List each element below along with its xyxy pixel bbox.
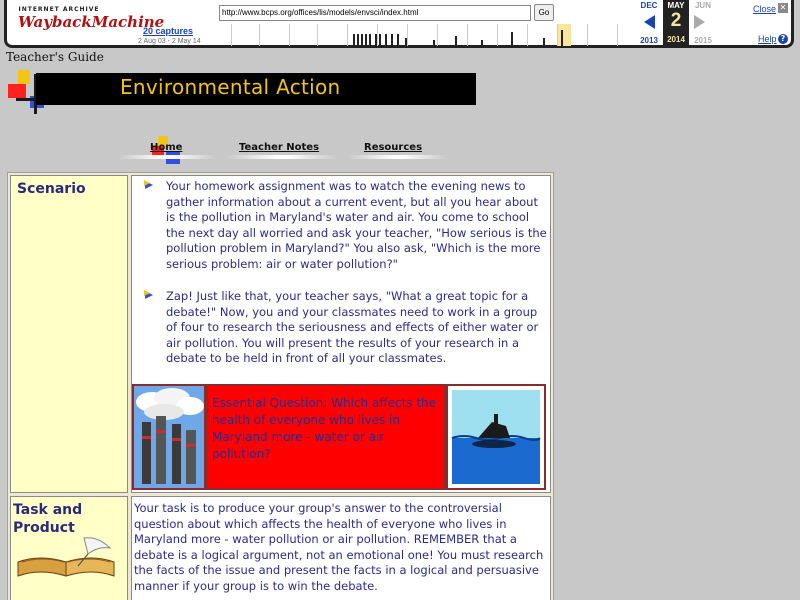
wayback-current-date: [663, 0, 689, 46]
scenario-label-cell: [10, 175, 128, 493]
wayback-logo[interactable]: [18, 6, 165, 40]
wayback-current-year: 2014: [667, 35, 685, 44]
next-capture-arrow-icon: [694, 15, 705, 29]
sparkline-grid-line: [467, 24, 468, 46]
teachers-guide-label: Teacher's Guide: [6, 50, 104, 64]
wayback-captures-link[interactable]: 20 captures: [143, 26, 194, 36]
task-title: Task and Product: [13, 502, 83, 536]
sparkline-capture-tick: [361, 34, 363, 46]
wayback-next-year: 2015: [694, 36, 712, 45]
sparkline-grid-line: [617, 24, 618, 46]
sparkline-capture-tick: [561, 30, 563, 46]
wayback-capture-sparkline[interactable]: [219, 24, 631, 46]
sparkline-grid-line: [231, 24, 232, 46]
wayback-date-range: 2 Aug 03 - 2 May 14: [138, 38, 201, 45]
nav-resources-underline: [348, 155, 448, 159]
sparkline-capture-tick: [455, 36, 457, 46]
sparkline-capture-tick: [511, 32, 513, 46]
nav-home-link[interactable]: Home: [150, 142, 183, 153]
essential-question-text: Essential Question: Which affects the health of everyone who lives in Maryland more - water or air pollution?: [212, 396, 437, 461]
sparkline-grid-line: [437, 24, 438, 46]
water-pollution-image: [446, 384, 546, 490]
scenario-title: Scenario: [17, 181, 86, 197]
wayback-next-month: JUN: [694, 1, 711, 10]
nav-home-underline: [118, 155, 216, 159]
smokestack-icon: [134, 386, 204, 488]
sparkline-capture-tick: [369, 34, 371, 46]
nav-teacher-notes-link[interactable]: Teacher Notes: [239, 142, 320, 153]
sparkline-current-highlight: [557, 24, 571, 46]
wayback-logo-main: WaybackMachine: [18, 13, 165, 31]
sparkline-capture-tick: [433, 40, 435, 46]
sparkline-grid-line: [557, 24, 558, 46]
sparkline-capture-tick: [391, 34, 393, 46]
sparkline-capture-tick: [379, 34, 381, 46]
wayback-current-month: MAY: [667, 1, 685, 10]
nav-resources-link[interactable]: Resources: [364, 142, 423, 153]
essential-question-box: [206, 384, 446, 490]
sparkline-grid-line: [587, 24, 588, 46]
bullet-arrow-icon: [143, 289, 155, 301]
sinking-ship-icon: [448, 386, 544, 488]
sparkline-grid-line: [497, 24, 498, 46]
task-paragraph: Your task is to produce your group's answer to the controversial question about which affects the health of everyone who lives in Maryland more - water pollution or air pollution. REMEMBER that a debate is a logical argument, not an emotional one! You must research the facts of the issue and present the facts in a logical and persuasive manner if your group is to win the debate.: [134, 501, 544, 593]
sparkline-capture-tick: [481, 40, 483, 46]
essential-question-strip: [132, 384, 546, 490]
sparkline-grid-line: [317, 24, 318, 46]
close-icon[interactable]: ✕: [779, 3, 787, 12]
sparkline-grid-line: [289, 24, 290, 46]
wayback-toolbar: [0, 0, 800, 50]
bullet-arrow-icon: [143, 179, 155, 191]
wayback-url-input[interactable]: http://www.bcps.org/offices/lis/models/envsci/index.html: [219, 5, 531, 21]
prev-capture-arrow-icon[interactable]: [644, 15, 655, 29]
sparkline-capture-tick: [385, 34, 387, 46]
sparkline-capture-tick: [405, 38, 407, 46]
sparkline-grid-line: [347, 24, 348, 46]
sparkline-capture-tick: [357, 34, 359, 46]
wayback-help-link[interactable]: Help: [758, 34, 777, 44]
wayback-logo-top: INTERNET ARCHIVE: [18, 6, 100, 13]
sparkline-grid-line: [259, 24, 260, 46]
smokestack-image: [132, 384, 206, 490]
sparkline-capture-tick: [543, 38, 545, 46]
sparkline-grid-line: [527, 24, 528, 46]
wayback-prev-year[interactable]: 2013: [640, 36, 658, 45]
sparkline-capture-tick: [365, 34, 367, 46]
sparkline-capture-tick: [397, 34, 399, 46]
nav-teacher-notes-underline: [226, 155, 338, 159]
sparkline-grid-line: [377, 24, 378, 46]
open-book-icon: [14, 532, 120, 582]
sparkline-grid-line: [407, 24, 408, 46]
help-icon[interactable]: ?: [778, 34, 788, 44]
scenario-paragraph-2: Zap! Just like that, your teacher says, "What a great topic for a debate!" Now, you and your classmates need to work in a group of four to research the seriousness and effects of either water or air pollution. You will present the results of your research in a debate to be held in front of all your classmates.: [166, 289, 539, 366]
sparkline-capture-tick: [353, 34, 355, 46]
page-title: Environmental Action: [120, 75, 341, 99]
wayback-close-link[interactable]: Close: [753, 4, 777, 14]
wayback-prev-month[interactable]: DEC: [640, 1, 658, 10]
sparkline-capture-tick: [375, 34, 377, 46]
wayback-current-day: 2: [670, 10, 682, 31]
scenario-paragraph-1: Your homework assignment was to watch the evening news to gather information about a current event, but all you hear about is the pollution in Maryland's water and air. You come to school the next day all worried and ask your teacher, "How serious is the pollution problem in Maryland?" You also ask, "Which is the more serious problem: air or water pollution?": [166, 179, 547, 271]
wayback-go-button[interactable]: Go: [534, 4, 554, 21]
